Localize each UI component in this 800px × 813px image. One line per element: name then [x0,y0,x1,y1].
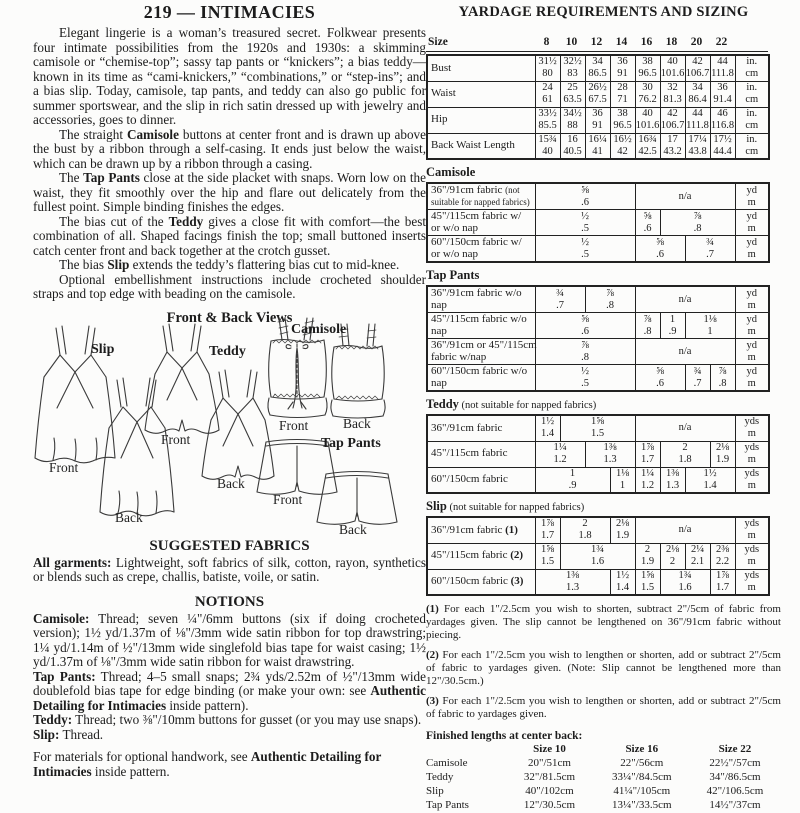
yardage-heading [426,165,781,180]
measurement-row [427,81,769,107]
footnote-number: (1) [426,603,439,615]
yardage-cell: 1⅛ 1 [610,467,635,493]
yardage-row-label: 45"/115cm fabric w/ or w/o nap [427,210,535,236]
measurement-label: Bust [427,55,535,81]
finished-value: 20"/51cm [528,757,571,769]
views-heading: Front & Back Views [166,309,293,326]
yardage-row [427,183,769,210]
yardage-cell: 1⅜ 1.3 [660,467,685,493]
yardage-heading-name: Slip [426,499,447,513]
yardage-row [427,467,769,493]
unit-cell: yds m [735,467,769,493]
yardage-cell: 1⅞ 1.7 [535,517,560,543]
yardage-cell: ⅞ .8 [710,365,735,392]
unit-cell: in. cm [735,81,769,107]
measurement-row [427,133,769,159]
optional-paragraph: Optional embellishment instructions include crocheted shoulder straps and top edge with beading on the camisole. [33,271,426,301]
notions-teddy: Teddy: Thread; two ⅜"/10mm buttons for gusset (or you may use snaps). [33,712,422,727]
notions-camisole: Camisole: Thread; seven ¼"/6mm buttons (six if doing crocheted version); 1½ yd/1.37m of ⅛"/3mm wide satin ribbon for top drawstring; 1¼ yd/1.14m of ½"/13mm wide singlefold bias tape for waist casing; 1½ yd/1.37m of ⅛"/3mm wide satin ribbon for waist drawstring. [33,610,426,669]
yardage-cell: 1 .9 [660,313,685,339]
unit-cell: yd m [735,183,769,210]
yardage-row [427,543,769,569]
yardage-row-label: 45"/115cm fabric w/o nap [427,313,535,339]
left-column [33,2,426,779]
yardage-row [427,517,769,543]
unit-cell: in. cm [735,55,769,81]
notions-heading: NOTIONS [194,593,265,610]
yardage-cell: 1¾ 1.6 [660,569,710,595]
yardage-heading [426,268,781,283]
unit-cell: yd m [735,286,769,313]
finished-value: 41¼"/105cm [613,785,671,797]
yardage-cell: 1⅝ 1.5 [635,569,660,595]
footnote-text: For each 1"/2.5cm you wish to lengthen or shorten, add or subtract 2"/5cm of fabric to yardages given. (Note: Slip cannot be lengthened more than 12"/30.5cm.) [426,649,781,687]
unit-cell: yd m [735,236,769,263]
unit-cell: in. cm [735,133,769,159]
camisole-paragraph: The straight Camisole buttons at center front and is drawn up above the bust by a ribbon through a self-casing. It ends just below the waist, which can be drawn up by a ribbon through a casing. [33,126,427,171]
size-value: 22 [715,36,728,48]
measurement-cell: 46 116.8 [710,108,735,131]
yardage-table [426,285,770,392]
measurement-cell: 16¾ 42.5 [635,133,660,159]
yardage-cell: 2⅛ 2 [660,543,685,569]
yardage-cell: ¾ .7 [535,286,585,313]
measurement-cell: 36 91 [585,107,610,133]
size-value: 10 [565,36,578,48]
yardage-cell: 1¼ 1.2 [535,441,585,467]
yardage-title: YARDAGE REQUIREMENTS AND SIZING [458,4,749,20]
measurement-cell: 31½ 80 [535,55,560,81]
yardage-cell: 1⅞ 1.7 [710,569,735,595]
measurement-cell: 38 96.5 [610,107,635,133]
yardage-cell: 2 1.9 [635,543,660,569]
measurement-cell: 33½ 85.5 [535,107,560,133]
yardage-row-label: 45"/115cm fabric (2) [427,543,535,569]
camisole-back-illustration [331,324,385,418]
yardage-heading [426,397,781,412]
yardage-table [426,182,770,263]
slip-back-caption: Back [115,509,143,525]
yardage-row-label: 60"/150cm fabric w/o nap [427,365,535,392]
measurement-cell: 17 43.2 [660,133,685,159]
yardage-cell: ⅝ .6 [535,313,635,339]
yardage-cell: 1⅞ 1.7 [635,441,660,467]
yardage-cell: 1⅝ 1.5 [535,543,560,569]
size-header-label: Size [428,36,448,48]
camisole-back-caption: Back [343,415,371,431]
unit-cell: yds m [735,517,769,543]
unit-cell: yd m [735,313,769,339]
yardage-cell: ⅝ .6 [635,365,685,392]
na-cell: n/a [635,183,735,210]
tap-pants-paragraph: The Tap Pants close at the side placket with snaps. Worn low on the waist, they fit smoothly over the hip and flare out delicately from the fullest point. Simple binding finishes the edges. [33,170,426,214]
body-measurements-table [426,54,770,160]
finished-row [426,785,781,799]
measurement-cell: 32 81.3 [660,81,685,107]
yardage-cell: 1¾ 1.6 [560,543,635,569]
slip-label: Slip [91,341,115,357]
size-header-row [426,36,768,51]
yardage-cell: 2 1.8 [560,517,610,543]
finished-value: 32"/81.5cm [523,771,576,783]
na-cell: n/a [635,339,735,365]
finished-row-label: Camisole [426,757,468,769]
measurement-cell: 30 76.2 [635,81,660,107]
finished-header: Size 10 [533,743,566,755]
measurement-cell: 44 111.8 [711,56,734,80]
finished-lengths [426,730,781,813]
yardage-row-label: 36"/91cm or 45"/115cm fabric w/nap [427,339,535,365]
footnote-text: For each 1"/2.5cm you wish to lengthen or shorten, add or subtract 2"/5cm of fabric to yardages given. [426,695,781,720]
yardage-cell: ½ .5 [535,210,635,236]
measurement-cell: 42 106.7 [685,56,710,80]
finished-row [426,771,781,785]
measurement-label: Waist [427,81,535,107]
yardage-cell: ½ .5 [535,236,635,263]
notions-section [33,594,426,743]
yardage-row [427,286,769,313]
measurement-row [427,55,769,81]
yardage-heading-name: Tap Pants [426,268,480,282]
size-value: 12 [590,36,603,48]
finished-row [426,799,781,813]
yardage-cell: 1½ 1.4 [535,415,560,441]
yardage-cell: 1 .9 [535,467,610,493]
yardage-row-label: 36"/91cm fabric (1) [427,517,535,543]
finished-value: 42"/106.5cm [706,785,764,797]
yardage-row [427,236,769,263]
unit-cell: yd m [735,339,769,365]
yardage-row [427,415,769,441]
unit-cell: yds m [735,569,769,595]
finished-header: Size 22 [718,743,752,755]
yardage-cell: 2¼ 2.1 [685,543,710,569]
measurement-cell: 34 86.4 [685,81,710,107]
yardage-cell: ¾ .7 [685,236,735,263]
teddy-front-illustration [145,324,219,433]
slip-paragraph: The bias Slip extends the teddy’s flattering bias cut to mid-knee. [59,257,400,272]
yardage-cell: 1½ 1.4 [610,569,635,595]
measurement-cell: 40 101.6 [635,108,660,131]
tap-pants-front-caption: Front [273,491,303,507]
footnote-number: (3) [426,695,439,707]
size-value: 14 [615,36,628,48]
finished-value: 34"/86.5cm [709,771,761,783]
right-column [426,4,781,813]
measurement-cell: 17½ 44.4 [710,133,735,159]
size-header-rule [426,51,768,52]
size-value: 8 [543,36,550,48]
measurement-cell: 26½ 67.5 [585,81,610,107]
size-value: 20 [690,36,703,48]
front-back-views [33,310,426,536]
yardage-row-label: 60"/150cm fabric w/ or w/o nap [427,236,535,263]
footnote [426,695,781,721]
yardage-row-label: 60"/150cm fabric [427,467,535,493]
yardage-row-label: 36"/91cm fabric (not suitable for napped fabrics) [427,183,535,210]
footnotes [426,603,781,721]
finished-row-label: Tap Pants [426,799,469,811]
yardage-cell: 2⅛ 1.9 [610,517,635,543]
yardage-cell: 1⅛ 1 [685,313,735,339]
notions-slip: Slip: Thread. [33,726,104,742]
yardage-tables [426,165,781,596]
yardage-heading-name: Teddy [426,397,459,411]
footnote [426,603,781,642]
yardage-cell: 2⅛ 1.9 [710,441,735,467]
measurement-cell: 25 63.5 [560,81,585,107]
finished-row-label: Teddy [426,771,454,783]
measurement-cell: 24 61 [535,81,560,107]
yardage-cell: 2 1.8 [660,441,710,467]
finished-lengths-table [426,743,781,813]
camisole-label: Camisole [291,321,347,337]
measurement-cell: 32½ 83 [560,55,585,81]
size-value: 18 [665,36,678,48]
yardage-cell: 1⅜ 1.3 [585,441,635,467]
teddy-paragraph: The bias cut of the Teddy gives a close fit with comfort—the best combination of all. Shaped facings finish the top; small buttoned inserts catch center front and back together at the crotch gusset. [33,213,426,258]
na-cell: n/a [635,415,735,441]
yardage-row [427,210,769,236]
yardage-heading-note: (not suitable for napped fabrics) [446,502,585,513]
na-cell: n/a [635,286,735,313]
yardage-row-label: 45"/115cm fabric [427,441,535,467]
finished-value: 12"/30.5cm [523,799,576,811]
yardage-cell: ⅞ .8 [660,210,735,236]
measurement-cell: 40 101.6 [660,56,685,80]
finished-value: 22½"/57cm [709,757,761,769]
yardage-row-label: 36"/91cm fabric [427,415,535,441]
suggested-fabrics-text: All garments: Lightweight, soft fabrics of silk, cotton, rayon, synthetics or blends such as crepe, challis, batiste, voile, or satin. [33,554,426,584]
finished-row-label: Slip [426,785,444,797]
yardage-cell: 1⅝ 1.5 [560,415,635,441]
measurement-cell: 44 111.8 [686,108,709,131]
yardage-heading-name: Camisole [426,165,476,179]
measurement-cell: 16¼ 41 [585,133,610,159]
camisole-front-caption: Front [279,417,309,433]
measurement-cell: 38 96.5 [635,55,660,81]
finished-value: 13¼"/33.5cm [612,799,672,811]
finished-value: 33¼"/84.5cm [612,771,672,783]
yardage-row [427,313,769,339]
size-header-unit-spacer [734,36,768,51]
size-header [426,36,768,51]
measurement-cell: 15¾ 40 [535,133,560,159]
na-cell: n/a [635,517,735,543]
measurement-cell: 17¼ 43.8 [685,133,710,159]
measurement-cell: 42 106.7 [660,108,685,131]
footnote-number: (2) [426,649,439,661]
finished-lengths-heading: Finished lengths at center back: [426,730,583,742]
unit-cell: yds m [735,543,769,569]
measurement-cell: 28 71 [610,81,635,107]
yardage-heading [426,499,781,514]
teddy-front-caption: Front [161,431,191,447]
yardage-cell: ¾ .7 [685,365,710,392]
finished-row [426,757,781,771]
yardage-row [427,339,769,365]
yardage-table [426,516,770,596]
yardage-row-label: 36"/91cm fabric w/o nap [427,286,535,313]
yardage-cell: 1½ 1.4 [685,467,735,493]
yardage-heading-note: (not suitable for napped fabrics) [458,400,597,411]
yardage-row [427,365,769,392]
measurement-cell: 34½ 88 [560,107,585,133]
yardage-cell: ⅞ .8 [585,286,635,313]
yardage-cell: ½ .5 [535,365,635,392]
footnote [426,649,781,688]
tap-pants-label: Tap Pants [321,435,381,451]
notions-tap-pants: Tap Pants: Thread; 4–5 small snaps; 2¾ yds/2.52m of ½"/13mm wide doublefold bias tape for edge binding (or make your own: see Authentic Detailing for Intimacies inside pattern). [33,668,426,713]
teddy-back-caption: Back [217,475,245,491]
tap-pants-back-caption: Back [339,521,367,537]
yardage-cell: ⅞ .8 [535,339,635,365]
yardage-cell: 2⅜ 2.2 [710,543,735,569]
measurement-cell: 36 91 [610,55,635,81]
finished-value: 40"/102cm [525,785,574,797]
finished-header-row [426,743,781,757]
finished-value: 22"/56cm [620,757,664,769]
yardage-cell: ⅝ .6 [635,210,660,236]
yardage-row [427,569,769,595]
unit-cell: in. cm [735,107,769,133]
page-title: 219 — INTIMACIES [143,2,316,22]
yardage-cell: ⅝ .6 [535,183,635,210]
measurement-cell: 34 86.5 [585,55,610,81]
tap-pants-back-illustration [317,471,397,524]
unit-cell: yd m [735,210,769,236]
sizing-table [426,36,781,160]
measurement-cell: 16½ 42 [610,133,635,159]
teddy-back-illustration [202,370,274,479]
measurement-cell: 16 40.5 [560,133,585,159]
yardage-cell: 1¼ 1.2 [635,467,660,493]
finished-value: 14½"/37cm [709,799,761,811]
finished-header: Size 16 [625,743,659,755]
unit-cell: yd m [735,365,769,392]
yardage-row-label: 60"/150cm fabric (3) [427,569,535,595]
unit-cell: yds m [735,441,769,467]
suggested-fabrics-heading: SUGGESTED FABRICS [149,537,310,554]
slip-front-caption: Front [49,459,79,475]
finished-header-spacer [426,743,504,757]
measurement-label: Hip [427,107,535,133]
yardage-cell: ⅝ .6 [635,236,685,263]
yardage-row [427,441,769,467]
teddy-label: Teddy [209,343,246,359]
handwork-note: For materials for optional handwork, see Authentic Detailing for Intimacies inside pattern. [33,749,382,779]
measurement-row [427,107,769,133]
yardage-cell: 1⅜ 1.3 [535,569,610,595]
footnote-text: For each 1"/2.5cm you wish to shorten, subtract 2"/5cm of fabric from yardages given. The slip cannot be lengthened on 36"/91cm fabric without piecing. [426,603,781,641]
size-value: 16 [640,36,653,48]
yardage-cell: ⅞ .8 [635,313,660,339]
measurement-label: Back Waist Length [427,133,535,159]
unit-cell: yds m [735,415,769,441]
yardage-table [426,414,770,494]
measurement-cell: 36 91.4 [710,81,735,107]
intro-paragraph: Elegant lingerie is a woman’s treasured secret. Folkwear presents four intimate possibilities from the 1920s and 1930s: a skimming camisole or “chemise-top”; sassy tap pants or “knickers”; a bias teddy—known in its time as “cami-knickers,” “combinations,” or “step-ins”; and a bias slip. Today, camisole, tap pants, and teddy can also go public for summer sportswear, and the slip in rich satin dressed up with jewelry and accessories, goes to dinner. [33,25,426,127]
